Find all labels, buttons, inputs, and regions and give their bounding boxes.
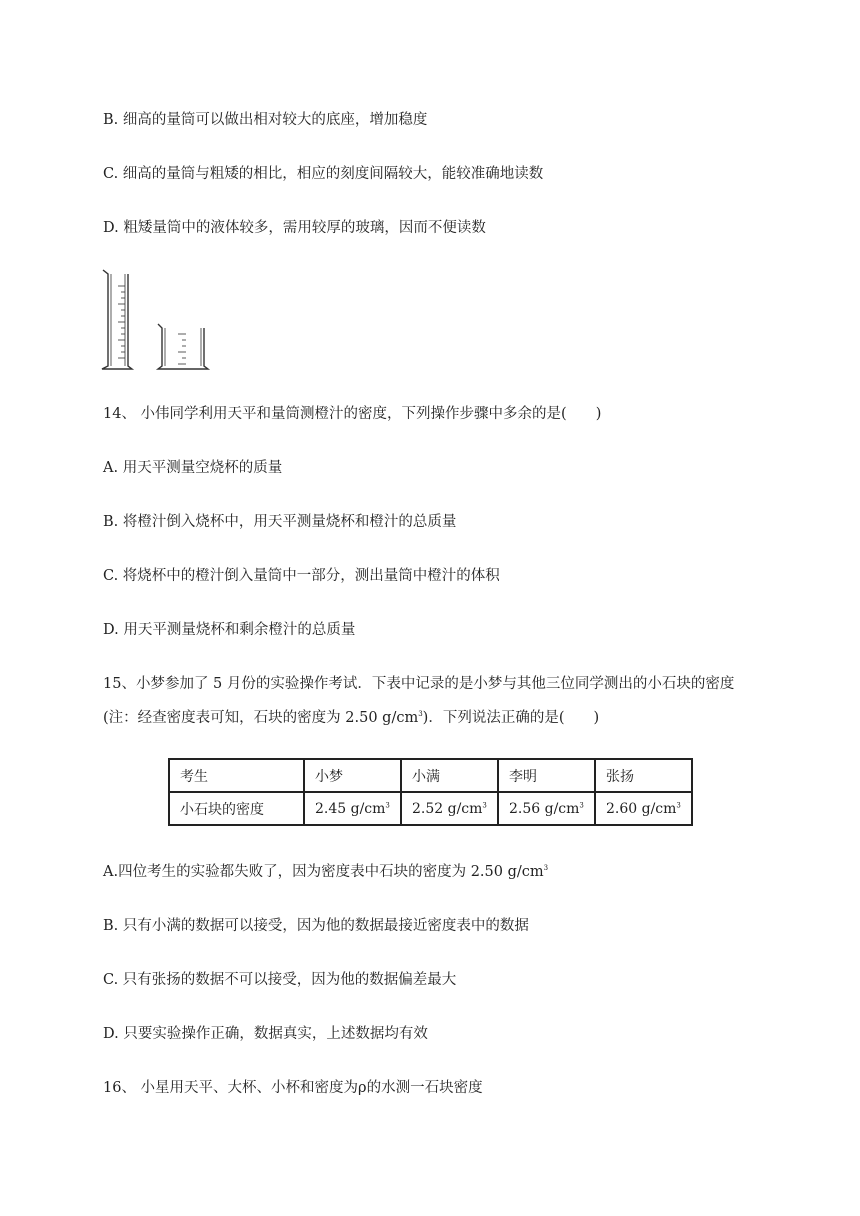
table-header-row	[169, 759, 692, 792]
q13-option-d: D. 粗矮量筒中的液体较多，需用较厚的玻璃，因而不便读数	[103, 220, 486, 236]
density-table	[168, 758, 693, 826]
q13-option-b: B. 细高的量筒可以做出相对较大的底座，增加稳度	[103, 112, 428, 128]
short-cylinder-illustration	[158, 324, 208, 369]
row-label-cell: 小石块的密度	[169, 792, 304, 825]
q15-option-d: D. 只要实验操作正确，数据真实，上述数据均有效	[103, 1026, 428, 1042]
tall-cylinder-illustration	[102, 270, 132, 369]
q14-stem: 14、 小伟同学利用天平和量筒测橙汁的密度，下列操作步骤中多余的是( )	[103, 406, 602, 422]
q14-option-a: A. 用天平测量空烧杯的质量	[103, 460, 283, 476]
q15-option-b: B. 只有小满的数据可以接受，因为他的数据最接近密度表中的数据	[103, 918, 529, 934]
header-cell: 小满	[401, 759, 498, 792]
q15-option-a: A.四位考生的实验都失败了，因为密度表中石块的密度为 2.50 $g/cm^3$	[103, 864, 549, 880]
header-cell: 小梦	[304, 759, 401, 792]
value-cell: 2.52 $g/cm^3$	[401, 792, 498, 825]
value-cell: 2.45 $g/cm^3$	[304, 792, 401, 825]
q15-stem-line1: 15、小梦参加了 5 月份的实验操作考试．下表中记录的是小梦与其他三位同学测出的小石块的密度	[103, 676, 735, 692]
q15-option-c: C. 只有张扬的数据不可以接受，因为他的数据偏差最大	[103, 972, 457, 988]
measuring-cylinders-figure	[100, 268, 215, 374]
q13-option-c: C. 细高的量筒与粗矮的相比，相应的刻度间隔较大，能较准确地读数	[103, 166, 544, 182]
value-cell: 2.60 $g/cm^3$	[595, 792, 692, 825]
value-cell: 2.56 $g/cm^3$	[498, 792, 595, 825]
q15-stem-line2: (注：经查密度表可知，石块的密度为 2.50 $g/cm^3$)．下列说法正确的是( )	[103, 710, 600, 726]
header-cell: 张扬	[595, 759, 692, 792]
table-row	[169, 792, 692, 825]
q14-option-b: B. 将橙汁倒入烧杯中，用天平测量烧杯和橙汁的总质量	[103, 514, 457, 530]
header-cell: 李明	[498, 759, 595, 792]
q14-option-d: D. 用天平测量烧杯和剩余橙汁的总质量	[103, 622, 356, 638]
q14-option-c: C. 将烧杯中的橙汁倒入量筒中一部分，测出量筒中橙汁的体积	[103, 568, 500, 584]
q16-stem: 16、 小星用天平、大杯、小杯和密度为ρ的水测一石块密度	[103, 1080, 483, 1096]
header-cell: 考生	[169, 759, 304, 792]
